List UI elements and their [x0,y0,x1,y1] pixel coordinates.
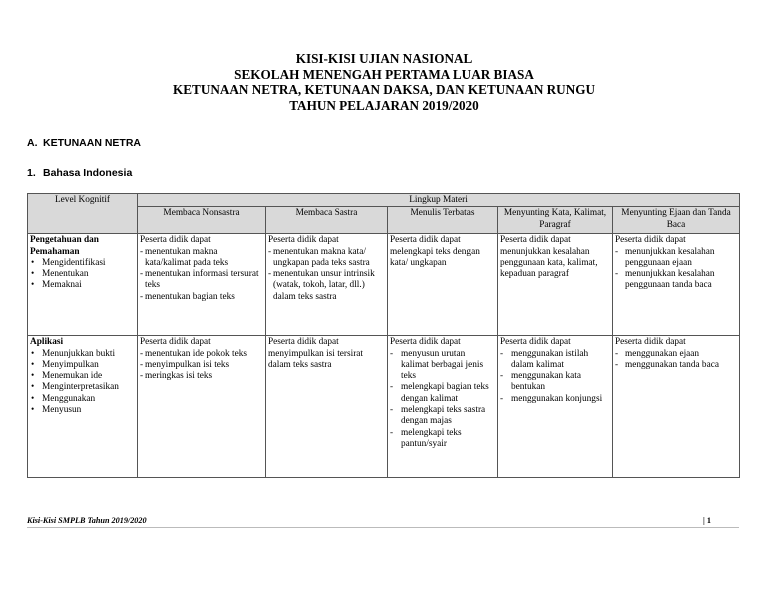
section-heading [27,137,141,149]
level-title: Pengetahuan dan Pemahaman [30,235,99,257]
page-footer [27,516,739,528]
cell-list [615,247,737,292]
column-header: Membaca Nonsastra [138,207,266,234]
title-line-1: KISI-KISI UJIAN NASIONAL [295,51,473,66]
level-list [30,349,135,417]
table-cell [266,234,388,336]
list-item: - menentukan unsur intrinsik (watak, tokoh, latar, dll.) dalam teks sastra [268,269,385,303]
cell-list [500,349,610,405]
cell-list [615,349,737,372]
table-row [28,336,740,478]
table-cell [498,336,613,478]
cell-intro: Peserta didik dapat menyimpulkan isi tersirat dalam teks sastra [268,337,364,370]
footer-text: Kisi-Kisi SMPLB Tahun 2019/2020 [27,516,147,525]
level-cell [28,336,138,478]
list-item: - melengkapi bagian teks dengan kalimat [390,382,495,405]
column-header: Membaca Sastra [266,207,388,234]
list-item: - menentukan bagian teks [140,292,263,303]
list-item: - menentukan informasi tersurat teks [140,269,263,292]
list-item: • Menentukan [30,269,135,280]
list-item: • Menyusun [30,405,135,416]
list-item: - menggunakan kata bentukan [500,371,610,394]
cell-intro: Peserta didik dapat [140,337,211,348]
table-cell [613,234,740,336]
cell-intro: Peserta didik dapat [390,337,461,348]
table-cell [498,234,613,336]
list-item: - menggunakan ejaan [615,349,737,360]
list-item: - melengkapi teks sastra dengan majas [390,405,495,428]
cell-list [268,247,385,303]
list-item: • Menggunakan [30,394,135,405]
list-item: • Menunjukkan bukti [30,349,135,360]
list-item: - menggunakan tanda baca [615,360,737,371]
list-item: - menggunakan istilah dalam kalimat [500,349,610,372]
table-cell [388,336,498,478]
column-header: Menyunting Ejaan dan Tanda Baca [613,207,740,234]
document-title [0,51,768,113]
subject-heading [27,167,132,179]
list-item: - menentukan makna kata/kalimat pada teks [140,247,263,270]
list-item: - menunjukkan kesalahan penggunaan ejaan [615,247,737,270]
level-kognitif-header: Level Kognitif [28,194,138,234]
table-cell [138,336,266,478]
table-cell [613,336,740,478]
cell-intro: Peserta didik dapat [615,337,686,348]
title-line-3: KETUNAAN NETRA, KETUNAAN DAKSA, DAN KETUNAAN RUNGU [172,82,596,98]
kisi-kisi-table [27,193,740,478]
list-item: • Memaknai [30,280,135,291]
list-item: - menggunakan konjungsi [500,394,610,405]
column-header: Menyunting Kata, Kalimat, Paragraf [498,207,613,234]
list-item: - menunjukkan kesalahan penggunaan tanda baca [615,269,737,292]
cell-intro: Peserta didik dapat [140,235,211,246]
cell-intro: Peserta didik dapat menunjukkan kesalahan penggunaan kata, kalimat, kepaduan paragraf [500,235,598,280]
cell-intro: Peserta didik dapat [268,235,339,246]
cell-intro: Peserta didik dapat [500,337,571,348]
list-item: - menentukan ide pokok teks [140,349,263,360]
list-item: • Menginterpretasikan [30,382,135,393]
level-list [30,258,135,292]
table-cell [138,234,266,336]
cell-list [390,349,495,451]
table-cell [266,336,388,478]
list-item: • Menemukan ide [30,371,135,382]
cell-list [140,247,263,303]
list-item: - melengkapi teks pantun/syair [390,428,495,451]
list-item: - menyusun urutan kalimat berbagai jenis teks [390,349,495,383]
subject-number: 1. [27,167,36,179]
level-title: Aplikasi [30,337,64,348]
title-line-2: SEKOLAH MENENGAH PERTAMA LUAR BIASA [234,66,534,82]
list-item: - menentukan makna kata/ ungkapan pada teks sastra [268,247,385,270]
lingkup-materi-header: Lingkup Materi [138,194,740,207]
subject-title: Bahasa Indonesia [43,167,133,179]
cell-list [140,349,263,383]
cell-intro: Peserta didik dapat melengkapi teks dengan kata/ ungkapan [390,235,480,268]
cell-intro: Peserta didik dapat [615,235,686,246]
table-row [28,234,740,336]
list-item: • Mengidentifikasi [30,258,135,269]
list-item: - meringkas isi teks [140,371,263,382]
column-header: Menulis Terbatas [388,207,498,234]
list-item: - menyimpulkan isi teks [140,360,263,371]
page-number: | 1 [703,516,711,525]
section-title: KETUNAAN NETRA [43,137,141,149]
table-cell [388,234,498,336]
title-line-4: TAHUN PELAJARAN 2019/2020 [289,97,479,113]
section-letter: A. [27,137,38,149]
list-item: • Menyimpulkan [30,360,135,371]
level-cell [28,234,138,336]
